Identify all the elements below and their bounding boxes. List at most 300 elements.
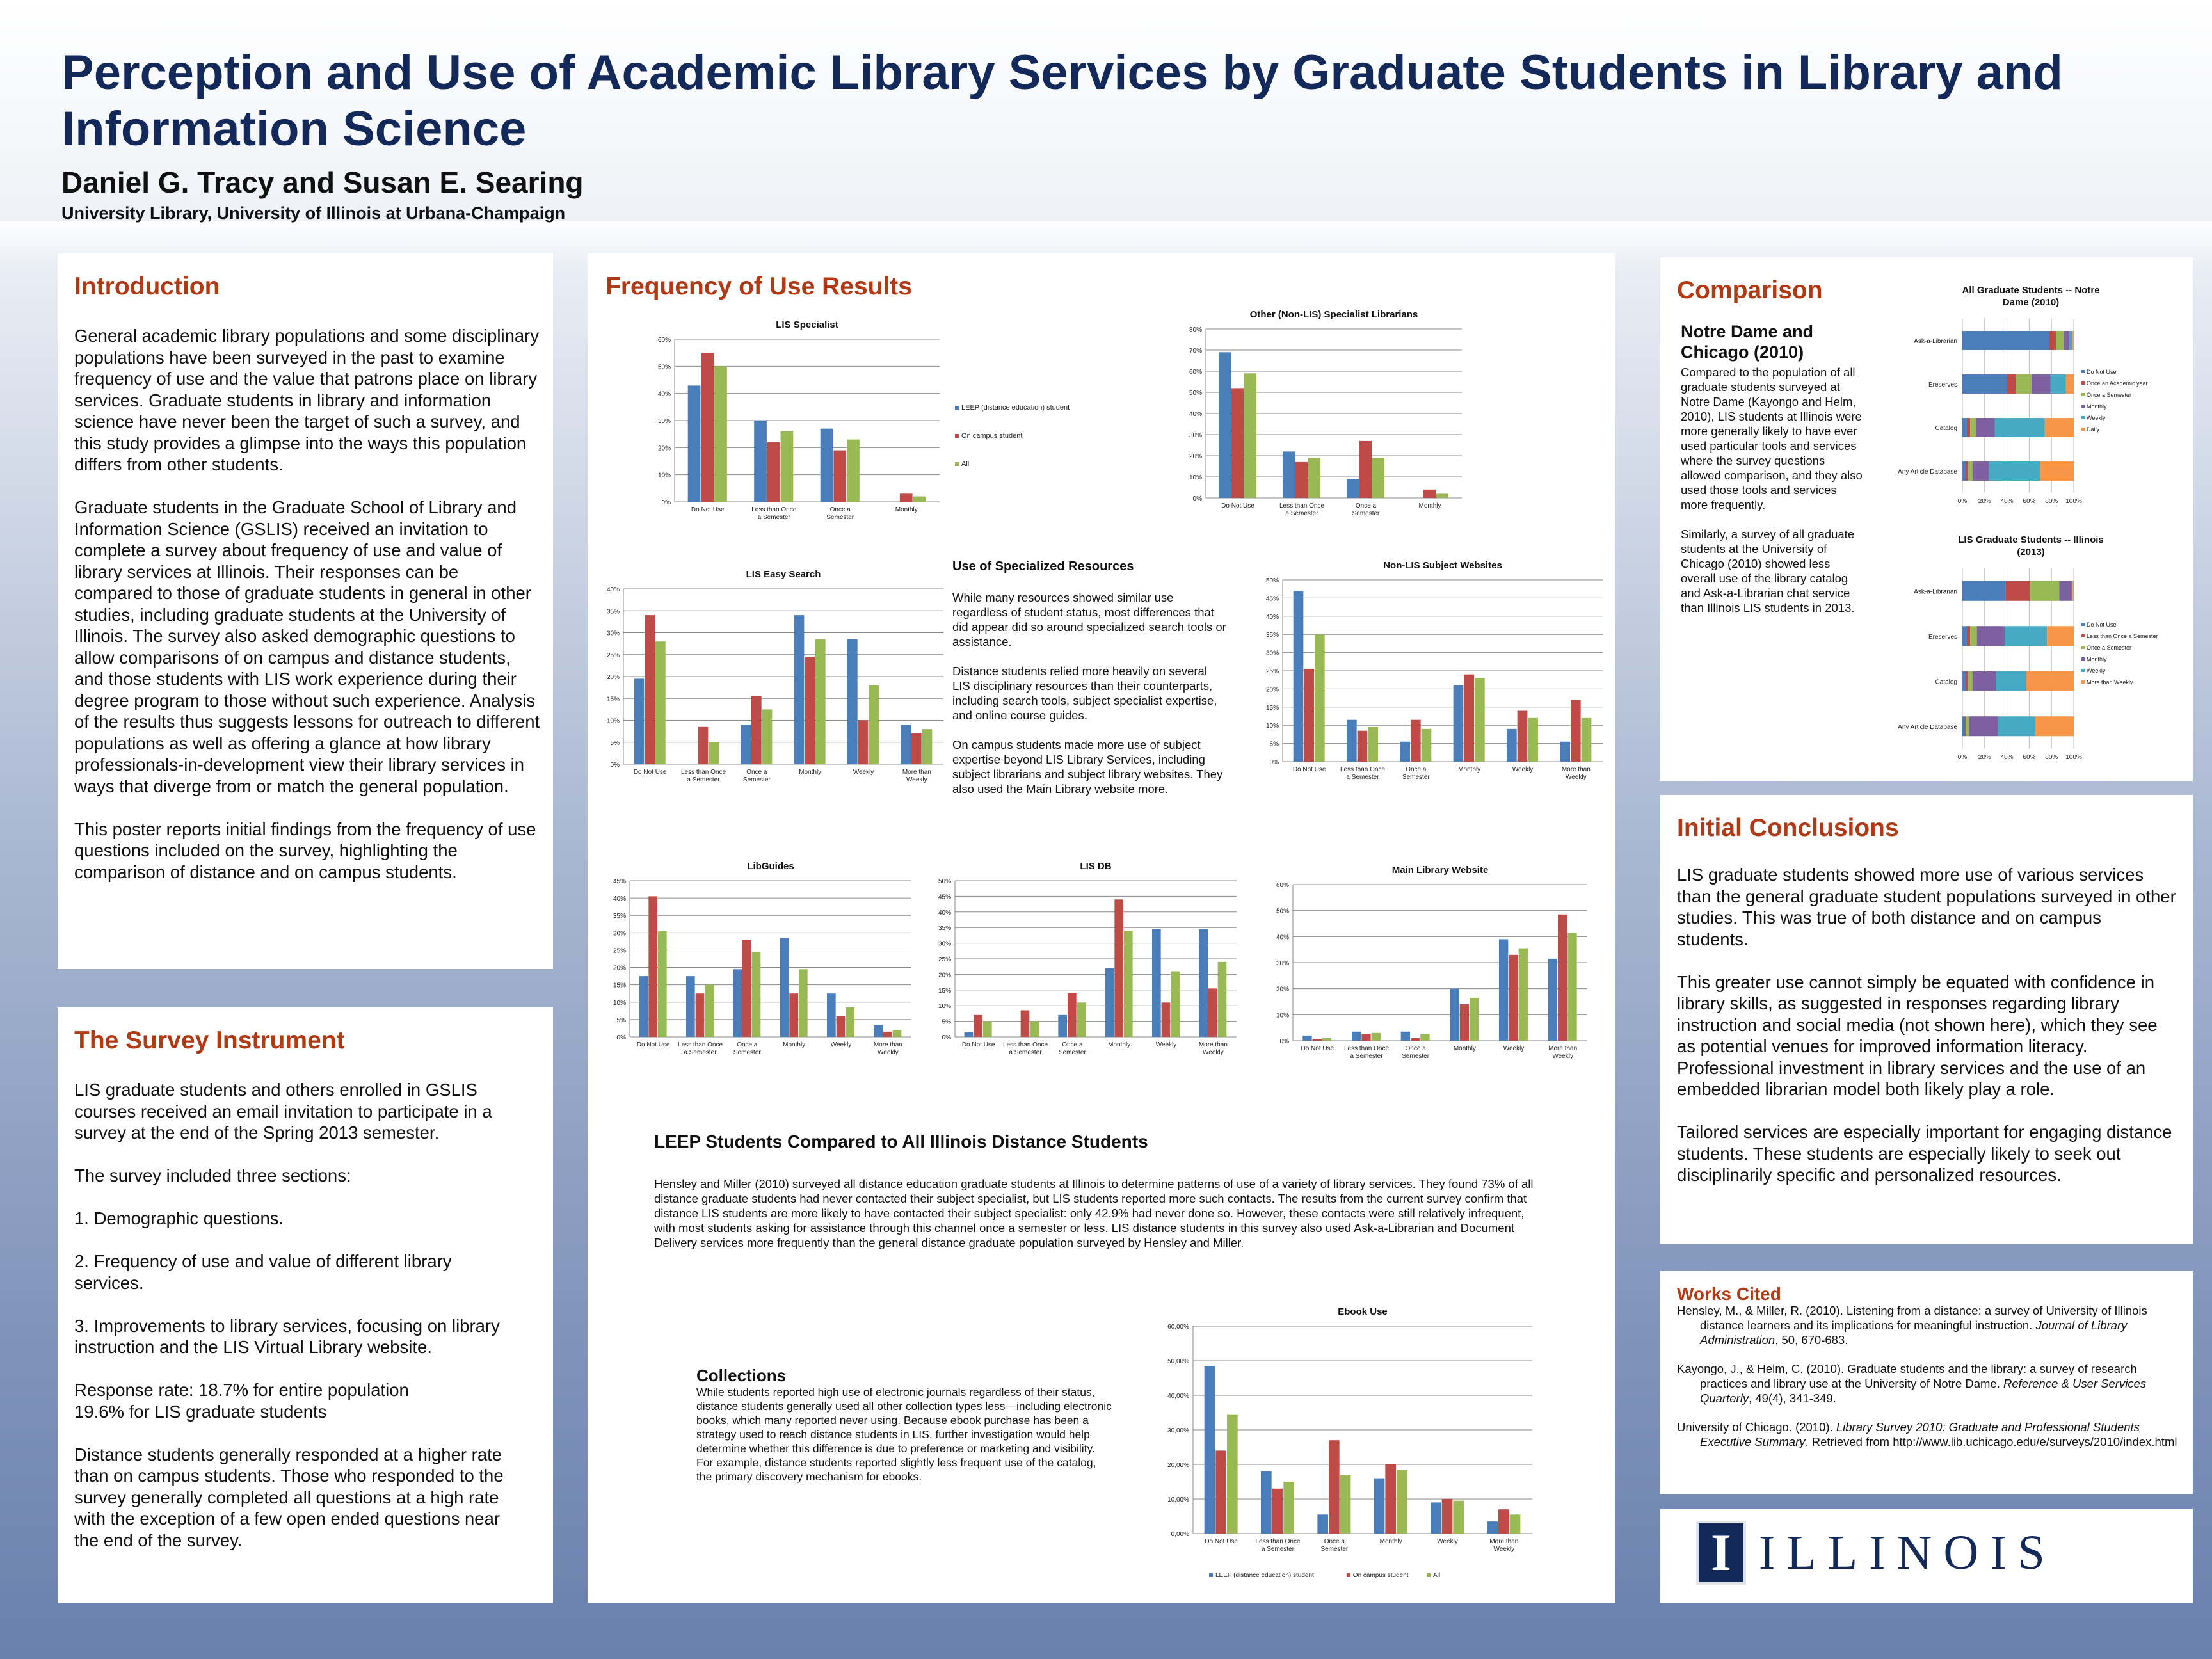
x-tick-label: a Semester xyxy=(1009,1049,1042,1056)
bar-2-0 xyxy=(714,366,727,502)
legend-swatch xyxy=(2081,623,2085,626)
y-category-label: Any Article Database xyxy=(1898,469,1957,476)
bar-0-5 xyxy=(1487,1521,1498,1534)
legend-label: On campus student xyxy=(1352,1572,1409,1579)
bar-1-0 xyxy=(1231,388,1244,498)
bar-1-5 xyxy=(1498,1509,1509,1534)
bar-0-0 xyxy=(639,976,648,1037)
bar-2-1 xyxy=(1283,1482,1294,1534)
chart-title: LIS DB xyxy=(1080,861,1112,872)
bar-2-0 xyxy=(1244,373,1256,498)
logo-panel xyxy=(1660,1509,2193,1603)
bar-0-3 xyxy=(794,615,805,764)
segment-1-1 xyxy=(1967,626,1970,646)
legend-swatch xyxy=(2081,680,2085,684)
bar-2-5 xyxy=(1582,718,1592,762)
segment-0-2 xyxy=(1962,671,1966,691)
legend-swatch xyxy=(2081,405,2085,408)
bar-1-1 xyxy=(696,993,705,1037)
nd-heading: Notre Dame and Chicago (2010) xyxy=(1681,322,1814,362)
x-tick-label: a Semester xyxy=(757,514,790,521)
bar-1-3 xyxy=(1423,490,1436,498)
legend-swatch xyxy=(2081,669,2085,672)
bar-2-4 xyxy=(1171,972,1180,1037)
bar-1-0 xyxy=(974,1015,982,1037)
bar-1-2 xyxy=(1411,1038,1420,1041)
x-tick-label: Weekly xyxy=(1203,1049,1224,1056)
bar-2-2 xyxy=(1422,729,1432,762)
x-tick-label: More than xyxy=(1548,1045,1578,1052)
works-cited-list xyxy=(1677,1303,2183,1463)
chart-ebook-use xyxy=(1164,1303,1541,1585)
bar-1-0 xyxy=(645,615,655,764)
bar-0-1 xyxy=(754,421,767,502)
y-tick-label: 20% xyxy=(657,445,671,453)
y-tick-label: 35% xyxy=(606,608,620,616)
x-tick-label: 80% xyxy=(2045,498,2058,505)
segment-2-1 xyxy=(2016,374,2032,394)
bar-2-3 xyxy=(1436,493,1448,498)
introduction-title: Introduction xyxy=(74,273,220,300)
bar-1-5 xyxy=(1558,915,1567,1041)
bar-1-1 xyxy=(698,727,709,764)
segment-1-3 xyxy=(1964,716,1966,736)
bar-1-0 xyxy=(648,896,657,1037)
legend-swatch xyxy=(955,406,959,410)
bar-1-1 xyxy=(1021,1011,1030,1037)
bar-0-3 xyxy=(1105,968,1114,1037)
segment-4-1 xyxy=(2050,374,2065,394)
y-tick-label: 0% xyxy=(1279,1038,1289,1045)
chart-title: Other (Non-LIS) Specialist Librarians xyxy=(1249,309,1418,320)
segment-4-2 xyxy=(1994,418,2044,437)
segment-0-0 xyxy=(1962,581,2006,601)
bar-0-3 xyxy=(1374,1479,1385,1534)
y-tick-label: 45% xyxy=(613,878,626,885)
y-category-label: Catalog xyxy=(1935,425,1957,432)
x-tick-label: Less than Once xyxy=(1279,502,1325,509)
x-tick-label: 0% xyxy=(1957,498,1968,505)
y-tick-label: 35% xyxy=(1265,632,1279,639)
bar-0-1 xyxy=(1261,1471,1272,1534)
works-cited-title: Works Cited xyxy=(1677,1284,1781,1304)
legend-swatch xyxy=(1427,1573,1431,1577)
y-tick-label: 5% xyxy=(942,1018,951,1026)
x-tick-label: a Semester xyxy=(1346,774,1379,781)
bar-1-0 xyxy=(1313,1039,1322,1041)
y-tick-label: 50% xyxy=(1265,577,1279,584)
bar-0-5 xyxy=(874,1025,883,1037)
y-tick-label: 20% xyxy=(938,972,951,979)
y-tick-label: 10,00% xyxy=(1167,1496,1189,1503)
segment-2-3 xyxy=(1968,461,1973,481)
bar-1-5 xyxy=(883,1032,892,1037)
x-tick-label: Once a xyxy=(1062,1041,1083,1048)
bar-0-0 xyxy=(965,1032,974,1037)
y-tick-label: 10% xyxy=(1276,1012,1289,1020)
y-tick-label: 60% xyxy=(657,337,671,344)
bar-1-3 xyxy=(805,657,815,764)
bar-1-1 xyxy=(1295,462,1308,498)
y-tick-label: 30% xyxy=(1276,960,1289,967)
y-category-label: Ask-a-Librarian xyxy=(1914,338,1957,345)
x-tick-label: More than xyxy=(1198,1041,1228,1048)
bar-2-1 xyxy=(705,985,714,1037)
bar-1-3 xyxy=(1460,1004,1469,1041)
y-tick-label: 0% xyxy=(661,499,671,506)
segment-5-1 xyxy=(2066,374,2074,394)
segment-0-2 xyxy=(1962,418,1967,437)
legend-label: Daily xyxy=(2087,426,2100,433)
bar-0-1 xyxy=(1283,451,1295,498)
x-tick-label: Weekly xyxy=(830,1041,852,1048)
bar-0-5 xyxy=(1548,959,1557,1041)
y-tick-label: 5% xyxy=(1269,741,1279,748)
chart-notre-dame xyxy=(1869,282,2189,518)
legend-label: On campus student xyxy=(961,432,1023,440)
bar-1-0 xyxy=(701,353,714,502)
legend-label: Less than Once a Semester xyxy=(2087,633,2158,639)
bar-2-3 xyxy=(1124,931,1133,1037)
chart-title: LIS Graduate Students -- Illinois xyxy=(1958,534,2104,545)
bar-1-1 xyxy=(1361,1034,1370,1041)
x-tick-label: Semester xyxy=(1058,1049,1086,1056)
specialized-text: While many resources showed similar use regardless of student status, most differences that did appear did so around specialized search tools or assistance. Distance students relied more heavily on several LIS disciplinary resources than their counterparts, including search tools, subject specialist expertise, and online course guides. On campus students made more use of subject expertise beyond LIS Library Services, including subject librarians and subject library websites. They also used the Main Library website more. xyxy=(952,591,1226,796)
y-tick-label: 10% xyxy=(938,1003,951,1011)
x-tick-label: More than xyxy=(902,769,931,776)
y-tick-label: 20% xyxy=(606,674,620,681)
nd-text: Compared to the population of all graduate students surveyed at Notre Dame (Kayongo and Helm, 2010), LIS students at Illinois were more generally likely to have ever used particular tools and services where the survey questions allowed comparison, and they also used those tools and services more frequently. Similarly, a survey of all graduate students at the University of Chicago (2010) showed less overall use of the library catalog and Ask-a-Librarian chat service than Illinois LIS students in 2013. xyxy=(1681,365,1863,614)
y-tick-label: 20% xyxy=(1189,453,1202,460)
bar-0-2 xyxy=(821,429,833,502)
legend-swatch xyxy=(955,434,959,438)
legend-label: All xyxy=(961,460,970,468)
legend-label: Weekly xyxy=(2087,668,2106,674)
bar-0-1 xyxy=(1352,1032,1361,1041)
bar-2-0 xyxy=(658,931,667,1037)
bar-2-2 xyxy=(762,709,773,764)
x-tick-label: 100% xyxy=(2065,754,2082,761)
bar-1-1 xyxy=(1272,1489,1283,1534)
chart-illinois-2013 xyxy=(1869,531,2189,774)
chart-lis-specialist xyxy=(645,316,1106,534)
y-category-label: Any Article Database xyxy=(1898,723,1957,731)
bar-1-3 xyxy=(789,993,798,1037)
y-tick-label: 0,00% xyxy=(1171,1531,1189,1538)
segment-3-1 xyxy=(2032,374,2051,394)
x-tick-label: Less than Once xyxy=(751,506,797,513)
legend-swatch xyxy=(2081,381,2085,385)
bar-1-4 xyxy=(1442,1499,1453,1534)
y-tick-label: 30% xyxy=(1189,432,1202,439)
y-tick-label: 50% xyxy=(657,364,671,371)
y-category-label: Ereserves xyxy=(1928,381,1957,389)
bar-0-3 xyxy=(780,938,789,1037)
x-tick-label: a Semester xyxy=(1261,1546,1295,1553)
bar-0-2 xyxy=(733,969,742,1037)
chart-title: All Graduate Students -- Notre xyxy=(1962,285,2100,296)
bar-2-2 xyxy=(1340,1475,1351,1534)
y-tick-label: 50% xyxy=(938,878,951,885)
works-cited-panel xyxy=(1660,1271,2193,1494)
y-tick-label: 30% xyxy=(938,940,951,948)
bar-2-2 xyxy=(1372,458,1384,498)
x-tick-label: a Semester xyxy=(687,776,720,783)
bar-1-2 xyxy=(1359,441,1372,498)
bar-1-3 xyxy=(900,493,913,502)
y-tick-label: 45% xyxy=(938,894,951,901)
y-tick-label: 15% xyxy=(938,987,951,995)
x-tick-label: Once a xyxy=(737,1041,758,1048)
bar-1-3 xyxy=(1114,899,1123,1037)
bar-1-0 xyxy=(1304,669,1314,762)
bar-2-0 xyxy=(1322,1038,1331,1041)
segment-3-2 xyxy=(1973,671,1996,691)
segment-0-3 xyxy=(1962,461,1966,481)
x-tick-label: Weekly xyxy=(1437,1538,1458,1545)
bar-2-4 xyxy=(869,685,879,764)
bar-0-0 xyxy=(1219,352,1231,498)
segment-2-2 xyxy=(1970,418,1976,437)
segment-4-0 xyxy=(2072,581,2073,601)
y-category-label: Ask-a-Librarian xyxy=(1914,588,1957,596)
bar-0-4 xyxy=(827,993,836,1037)
bar-1-5 xyxy=(911,733,922,764)
x-tick-label: 40% xyxy=(2000,754,2014,761)
illinois-block-i-logo xyxy=(1696,1521,1746,1585)
bar-0-5 xyxy=(901,725,911,764)
x-tick-label: Weekly xyxy=(906,776,927,783)
chart-libguides xyxy=(600,858,920,1069)
y-tick-label: 0% xyxy=(1269,759,1279,766)
y-tick-label: 25% xyxy=(938,956,951,963)
x-tick-label: Monthly xyxy=(1458,766,1481,773)
y-tick-label: 60% xyxy=(1276,882,1289,889)
x-tick-label: Monthly xyxy=(799,769,822,776)
bar-2-1 xyxy=(1372,1033,1381,1041)
legend-label: LEEP (distance education) student xyxy=(961,404,1070,412)
x-tick-label: Do Not Use xyxy=(633,769,667,776)
y-tick-label: 40% xyxy=(657,390,671,398)
survey-panel xyxy=(58,1007,553,1603)
x-tick-label: Do Not Use xyxy=(1221,502,1254,509)
bar-2-1 xyxy=(1030,1022,1039,1037)
y-tick-label: 40% xyxy=(938,909,951,917)
bar-0-0 xyxy=(1294,591,1304,762)
x-tick-label: Less than Once xyxy=(1340,766,1386,773)
bar-2-5 xyxy=(1510,1514,1521,1534)
x-tick-label: Less than Once xyxy=(1255,1538,1301,1545)
x-tick-label: Less than Once xyxy=(680,769,726,776)
y-tick-label: 70% xyxy=(1189,348,1202,355)
bar-0-1 xyxy=(1347,720,1357,762)
bar-2-2 xyxy=(752,952,761,1037)
bar-2-5 xyxy=(922,729,933,764)
bar-2-3 xyxy=(815,639,826,764)
y-tick-label: 15% xyxy=(606,696,620,703)
poster-title: Perception and Use of Academic Library Services by Graduate Students in Library and Information Science xyxy=(61,45,2063,156)
bar-0-2 xyxy=(1317,1514,1328,1534)
segment-1-3 xyxy=(1966,461,1968,481)
y-tick-label: 10% xyxy=(657,472,671,479)
y-tick-label: 10% xyxy=(613,999,626,1007)
chart-non-lis-subject-websites xyxy=(1253,557,1612,794)
legend-label: LEEP (distance education) student xyxy=(1215,1572,1314,1579)
legend-swatch xyxy=(2081,657,2085,661)
bar-0-4 xyxy=(1499,939,1508,1041)
y-tick-label: 40% xyxy=(1189,411,1202,418)
y-tick-label: 50% xyxy=(1276,908,1289,915)
x-tick-label: Do Not Use xyxy=(1205,1538,1238,1545)
bar-2-1 xyxy=(709,742,719,764)
chart-main-library-website xyxy=(1263,862,1596,1073)
segment-0-1 xyxy=(1962,374,2007,394)
y-tick-label: 20% xyxy=(1265,686,1279,694)
bar-0-2 xyxy=(1400,742,1410,762)
segment-0-3 xyxy=(1962,716,1964,736)
bar-2-3 xyxy=(799,969,808,1037)
legend-label: Weekly xyxy=(2087,415,2106,421)
y-tick-label: 5% xyxy=(610,739,620,747)
specialized-heading: Use of Specialized Resources xyxy=(952,559,1134,573)
bar-1-4 xyxy=(1518,710,1528,762)
comparison-panel xyxy=(1660,257,2193,781)
collections-text: While students reported high use of electronic journals regardless of their status, distance students generally used all other collection types less—including electronic books, which many reported never using. Because ebook purchase has been a strategy used to reach distance students in LIS, further investigation would help determine whether this difference is due to preference or marketing and visibility. For example, distance students reported slightly less frequent use of the catalog, the primary discovery mechanism for ebooks. xyxy=(696,1386,1112,1483)
segment-4-3 xyxy=(1989,461,2040,481)
x-tick-label: Monthly xyxy=(1379,1538,1402,1545)
legend-label: More than Weekly xyxy=(2087,679,2133,685)
legend-swatch xyxy=(955,462,959,466)
segment-3-2 xyxy=(1976,418,1995,437)
segment-4-2 xyxy=(1996,671,2026,691)
bar-2-3 xyxy=(1470,998,1479,1041)
bar-1-2 xyxy=(1411,720,1421,762)
bar-0-1 xyxy=(686,976,695,1037)
x-tick-label: Weekly xyxy=(1512,766,1534,773)
legend-swatch xyxy=(2081,393,2085,396)
y-tick-label: 0% xyxy=(610,762,620,769)
bar-2-0 xyxy=(1227,1415,1238,1534)
y-tick-label: 20% xyxy=(613,965,626,972)
x-tick-label: Once a xyxy=(1406,766,1427,773)
survey-text: LIS graduate students and others enrolled in GSLIS courses received an email invitation to participate in a survey at the end of the Spring 2013 semester. The survey included three sections: 1. Demographic questions. 2. Frequency of use and value of different library services. 3. Improvements to library services, focusing on library instruction and the LIS Virtual Library website. Response rate: 18.7% for entire population 19.6% for LIS graduate students Distance students generally responded at a higher rate than on campus students. Those who responded to the survey generally completed all questions at a high rate with the exception of a few open ended questions near the end of the survey. xyxy=(74,1080,504,1550)
segment-3-0 xyxy=(2064,331,2069,350)
segment-5-3 xyxy=(2035,716,2074,736)
x-tick-label: Weekly xyxy=(1155,1041,1177,1048)
y-tick-label: 40% xyxy=(606,586,620,593)
legend-label: Once a Semester xyxy=(2087,645,2132,651)
bar-0-3 xyxy=(1450,989,1459,1041)
chart-title: Dame (2010) xyxy=(2002,297,2060,308)
bar-0-4 xyxy=(1507,729,1517,762)
citation-chicago: University of Chicago. (2010). Library Survey 2010: Graduate and Professional Students Executive Summary. Retrieved from http://www.lib.uchicago.edu/e/surveys/2010/index.html xyxy=(1677,1420,2177,1448)
legend-swatch xyxy=(2081,646,2085,649)
citation-hensley: Hensley, M., & Miller, R. (2010). Listening from a distance: a survey of University of Illinois distance learners and its implications for meaningful instruction. Journal of Library Administration, 50, 670-683. xyxy=(1677,1304,2147,1347)
y-tick-label: 10% xyxy=(606,717,620,725)
x-tick-label: Do Not Use xyxy=(961,1041,995,1048)
legend-swatch xyxy=(2081,416,2085,419)
x-tick-label: 80% xyxy=(2045,754,2058,761)
x-tick-label: Less than Once xyxy=(677,1041,723,1048)
bar-1-4 xyxy=(1162,1002,1171,1037)
bar-2-4 xyxy=(846,1007,854,1037)
x-tick-label: Once a xyxy=(830,506,851,513)
x-tick-label: Monthly xyxy=(783,1041,806,1048)
bar-1-2 xyxy=(742,940,751,1037)
segment-2-3 xyxy=(1966,716,1969,736)
legend-swatch xyxy=(1209,1573,1213,1577)
bar-2-5 xyxy=(893,1030,902,1037)
segment-2-0 xyxy=(2030,581,2059,601)
segment-5-2 xyxy=(2045,418,2074,437)
segment-5-0 xyxy=(2072,581,2074,601)
bar-1-0 xyxy=(1215,1450,1226,1534)
bar-2-4 xyxy=(1453,1501,1464,1534)
bar-2-2 xyxy=(1420,1034,1429,1041)
y-tick-label: 35% xyxy=(938,925,951,933)
segment-5-1 xyxy=(2047,626,2074,646)
bar-1-1 xyxy=(1358,731,1368,762)
bar-0-4 xyxy=(1431,1502,1441,1534)
bar-1-3 xyxy=(1385,1464,1396,1534)
segment-1-1 xyxy=(2007,374,2016,394)
chart-title: Non-LIS Subject Websites xyxy=(1383,560,1502,571)
legend-label: Do Not Use xyxy=(2087,369,2117,375)
bar-1-2 xyxy=(1068,993,1077,1037)
y-tick-label: 30,00% xyxy=(1167,1427,1189,1434)
y-tick-label: 0% xyxy=(1192,495,1202,502)
x-tick-label: Weekly xyxy=(1503,1045,1525,1052)
y-tick-label: 20,00% xyxy=(1167,1462,1189,1469)
bar-0-2 xyxy=(1401,1032,1410,1041)
bar-0-0 xyxy=(634,678,645,764)
bar-0-5 xyxy=(1560,742,1570,762)
segment-3-1 xyxy=(1977,626,2005,646)
x-tick-label: Semester xyxy=(826,514,854,521)
x-tick-label: Monthly xyxy=(1453,1045,1476,1052)
bar-2-0 xyxy=(655,641,666,764)
segment-2-1 xyxy=(1970,626,1976,646)
chart-title: (2013) xyxy=(2017,547,2045,557)
y-category-label: Ereserves xyxy=(1928,633,1957,641)
bar-2-0 xyxy=(983,1022,992,1037)
chart-other-specialist xyxy=(1176,306,1471,530)
chart-title: Ebook Use xyxy=(1338,1306,1388,1317)
x-tick-label: Semester xyxy=(742,776,771,783)
bar-1-2 xyxy=(1329,1440,1340,1534)
bar-0-2 xyxy=(1058,1015,1067,1037)
y-tick-label: 30% xyxy=(606,630,620,637)
chart-lis-easy-search xyxy=(594,566,952,796)
x-tick-label: Monthly xyxy=(1108,1041,1131,1048)
x-tick-label: Do Not Use xyxy=(1292,766,1326,773)
bar-2-0 xyxy=(1315,634,1325,762)
bar-2-4 xyxy=(1528,718,1538,762)
x-tick-label: 20% xyxy=(1978,498,1991,505)
x-tick-label: Less than Once xyxy=(1002,1041,1048,1048)
x-tick-label: a Semester xyxy=(1350,1053,1383,1060)
x-tick-label: Do Not Use xyxy=(636,1041,670,1048)
segment-5-2 xyxy=(2026,671,2074,691)
y-tick-label: 0% xyxy=(616,1034,626,1041)
x-tick-label: 40% xyxy=(2000,498,2014,505)
legend-label: Once a Semester xyxy=(2087,392,2132,398)
y-tick-label: 35% xyxy=(613,913,626,920)
x-tick-label: More than xyxy=(1561,766,1591,773)
y-tick-label: 40% xyxy=(613,895,626,903)
y-tick-label: 40% xyxy=(1265,613,1279,621)
y-tick-label: 40,00% xyxy=(1167,1393,1189,1400)
